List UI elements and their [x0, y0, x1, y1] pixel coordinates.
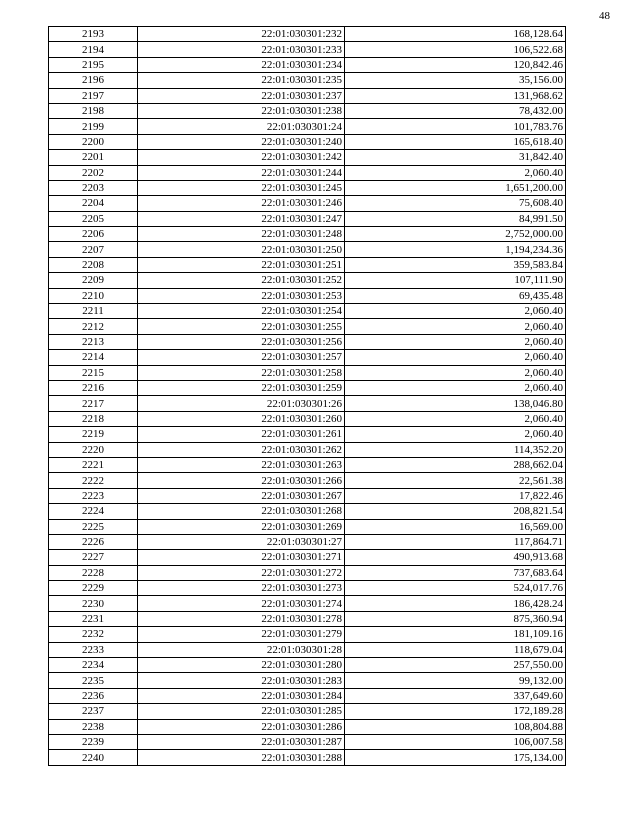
- value-cell: 875,360.94: [345, 611, 566, 626]
- row-number-cell: 2234: [49, 658, 138, 673]
- cadastral-number-cell: 22:01:030301:237: [138, 88, 345, 103]
- table-row: [49, 211, 566, 226]
- table-row: [49, 196, 566, 211]
- table-row: [49, 658, 566, 673]
- value-cell: 69,435.48: [345, 288, 566, 303]
- value-cell: 2,060.40: [345, 165, 566, 180]
- row-number-cell: 2210: [49, 288, 138, 303]
- cadastral-number-cell: 22:01:030301:260: [138, 411, 345, 426]
- table-row: [49, 27, 566, 42]
- value-cell: 17,822.46: [345, 488, 566, 503]
- table-row: [49, 719, 566, 734]
- value-cell: 2,060.40: [345, 427, 566, 442]
- cadastral-number-cell: 22:01:030301:255: [138, 319, 345, 334]
- row-number-cell: 2214: [49, 350, 138, 365]
- cadastral-number-cell: 22:01:030301:258: [138, 365, 345, 380]
- table-row: [49, 134, 566, 149]
- cadastral-number-cell: 22:01:030301:267: [138, 488, 345, 503]
- row-number-cell: 2203: [49, 180, 138, 195]
- row-number-cell: 2193: [49, 27, 138, 42]
- row-number-cell: 2240: [49, 750, 138, 765]
- cadastral-number-cell: 22:01:030301:28: [138, 642, 345, 657]
- value-cell: 737,683.64: [345, 565, 566, 580]
- row-number-cell: 2202: [49, 165, 138, 180]
- value-cell: 84,991.50: [345, 211, 566, 226]
- table-row: [49, 627, 566, 642]
- table-row: [49, 380, 566, 395]
- value-cell: 131,968.62: [345, 88, 566, 103]
- row-number-cell: 2225: [49, 519, 138, 534]
- cadastral-number-cell: 22:01:030301:283: [138, 673, 345, 688]
- value-cell: 31,842.40: [345, 150, 566, 165]
- row-number-cell: 2221: [49, 457, 138, 472]
- table-row: [49, 534, 566, 549]
- table-row: [49, 365, 566, 380]
- table-row: [49, 350, 566, 365]
- cadastral-number-cell: 22:01:030301:253: [138, 288, 345, 303]
- value-cell: 22,561.38: [345, 473, 566, 488]
- value-cell: 1,651,200.00: [345, 180, 566, 195]
- table-row: [49, 596, 566, 611]
- value-cell: 101,783.76: [345, 119, 566, 134]
- row-number-cell: 2205: [49, 211, 138, 226]
- row-number-cell: 2229: [49, 581, 138, 596]
- cadastral-number-cell: 22:01:030301:232: [138, 27, 345, 42]
- table-row: [49, 150, 566, 165]
- table-row: [49, 581, 566, 596]
- table-row: [49, 473, 566, 488]
- row-number-cell: 2224: [49, 504, 138, 519]
- row-number-cell: 2200: [49, 134, 138, 149]
- cadastral-number-cell: 22:01:030301:24: [138, 119, 345, 134]
- cadastral-number-cell: 22:01:030301:254: [138, 304, 345, 319]
- cadastral-number-cell: 22:01:030301:246: [138, 196, 345, 211]
- row-number-cell: 2223: [49, 488, 138, 503]
- value-cell: 16,569.00: [345, 519, 566, 534]
- cadastral-number-cell: 22:01:030301:242: [138, 150, 345, 165]
- cadastral-number-cell: 22:01:030301:263: [138, 457, 345, 472]
- value-cell: 2,060.40: [345, 380, 566, 395]
- cadastral-number-cell: 22:01:030301:288: [138, 750, 345, 765]
- table-row: [49, 688, 566, 703]
- table-row: [49, 734, 566, 749]
- cadastral-number-cell: 22:01:030301:234: [138, 57, 345, 72]
- value-cell: 337,649.60: [345, 688, 566, 703]
- table-row: [49, 550, 566, 565]
- row-number-cell: 2194: [49, 42, 138, 57]
- value-cell: 208,821.54: [345, 504, 566, 519]
- table-row: [49, 334, 566, 349]
- cadastral-number-cell: 22:01:030301:280: [138, 658, 345, 673]
- row-number-cell: 2218: [49, 411, 138, 426]
- value-cell: 2,060.40: [345, 365, 566, 380]
- value-cell: 165,618.40: [345, 134, 566, 149]
- value-cell: 118,679.04: [345, 642, 566, 657]
- row-number-cell: 2207: [49, 242, 138, 257]
- table-row: [49, 519, 566, 534]
- row-number-cell: 2216: [49, 380, 138, 395]
- row-number-cell: 2197: [49, 88, 138, 103]
- value-cell: 75,608.40: [345, 196, 566, 211]
- table-row: [49, 119, 566, 134]
- row-number-cell: 2236: [49, 688, 138, 703]
- value-cell: 2,060.40: [345, 350, 566, 365]
- row-number-cell: 2227: [49, 550, 138, 565]
- row-number-cell: 2195: [49, 57, 138, 72]
- value-cell: 359,583.84: [345, 257, 566, 272]
- row-number-cell: 2212: [49, 319, 138, 334]
- cadastral-number-cell: 22:01:030301:244: [138, 165, 345, 180]
- row-number-cell: 2209: [49, 273, 138, 288]
- table-row: [49, 319, 566, 334]
- value-cell: 2,060.40: [345, 304, 566, 319]
- cadastral-number-cell: 22:01:030301:245: [138, 180, 345, 195]
- cadastral-number-cell: 22:01:030301:248: [138, 227, 345, 242]
- value-cell: 138,046.80: [345, 396, 566, 411]
- data-table: [48, 26, 566, 766]
- value-cell: 107,111.90: [345, 273, 566, 288]
- cadastral-number-cell: 22:01:030301:240: [138, 134, 345, 149]
- cadastral-number-cell: 22:01:030301:235: [138, 73, 345, 88]
- row-number-cell: 2230: [49, 596, 138, 611]
- value-cell: 1,194,234.36: [345, 242, 566, 257]
- row-number-cell: 2231: [49, 611, 138, 626]
- cadastral-value-table: [48, 26, 566, 766]
- cadastral-number-cell: 22:01:030301:273: [138, 581, 345, 596]
- cadastral-number-cell: 22:01:030301:284: [138, 688, 345, 703]
- table-row: [49, 288, 566, 303]
- cadastral-number-cell: 22:01:030301:285: [138, 704, 345, 719]
- value-cell: 168,128.64: [345, 27, 566, 42]
- cadastral-number-cell: 22:01:030301:238: [138, 103, 345, 118]
- cadastral-number-cell: 22:01:030301:252: [138, 273, 345, 288]
- row-number-cell: 2220: [49, 442, 138, 457]
- table-row: [49, 504, 566, 519]
- value-cell: 2,060.40: [345, 319, 566, 334]
- cadastral-number-cell: 22:01:030301:233: [138, 42, 345, 57]
- cadastral-number-cell: 22:01:030301:250: [138, 242, 345, 257]
- row-number-cell: 2215: [49, 365, 138, 380]
- value-cell: 106,007.58: [345, 734, 566, 749]
- row-number-cell: 2211: [49, 304, 138, 319]
- row-number-cell: 2196: [49, 73, 138, 88]
- value-cell: 2,060.40: [345, 411, 566, 426]
- page-number: 48: [599, 10, 610, 22]
- row-number-cell: 2206: [49, 227, 138, 242]
- cadastral-number-cell: 22:01:030301:286: [138, 719, 345, 734]
- table-row: [49, 304, 566, 319]
- cadastral-number-cell: 22:01:030301:261: [138, 427, 345, 442]
- table-row: [49, 411, 566, 426]
- table-row: [49, 488, 566, 503]
- value-cell: 181,109.16: [345, 627, 566, 642]
- row-number-cell: 2232: [49, 627, 138, 642]
- table-row: [49, 427, 566, 442]
- row-number-cell: 2198: [49, 103, 138, 118]
- row-number-cell: 2235: [49, 673, 138, 688]
- value-cell: 2,060.40: [345, 334, 566, 349]
- cadastral-number-cell: 22:01:030301:287: [138, 734, 345, 749]
- cadastral-number-cell: 22:01:030301:27: [138, 534, 345, 549]
- row-number-cell: 2238: [49, 719, 138, 734]
- value-cell: 172,189.28: [345, 704, 566, 719]
- cadastral-number-cell: 22:01:030301:269: [138, 519, 345, 534]
- table-row: [49, 165, 566, 180]
- table-row: [49, 242, 566, 257]
- cadastral-number-cell: 22:01:030301:251: [138, 257, 345, 272]
- table-row: [49, 673, 566, 688]
- value-cell: 117,864.71: [345, 534, 566, 549]
- value-cell: 114,352.20: [345, 442, 566, 457]
- table-row: [49, 396, 566, 411]
- row-number-cell: 2213: [49, 334, 138, 349]
- table-row: [49, 565, 566, 580]
- table-row: [49, 457, 566, 472]
- table-row: [49, 88, 566, 103]
- table-row: [49, 442, 566, 457]
- row-number-cell: 2217: [49, 396, 138, 411]
- value-cell: 490,913.68: [345, 550, 566, 565]
- value-cell: 175,134.00: [345, 750, 566, 765]
- cadastral-number-cell: 22:01:030301:259: [138, 380, 345, 395]
- row-number-cell: 2226: [49, 534, 138, 549]
- value-cell: 288,662.04: [345, 457, 566, 472]
- row-number-cell: 2222: [49, 473, 138, 488]
- value-cell: 257,550.00: [345, 658, 566, 673]
- row-number-cell: 2219: [49, 427, 138, 442]
- table-row: [49, 73, 566, 88]
- cadastral-number-cell: 22:01:030301:262: [138, 442, 345, 457]
- row-number-cell: 2201: [49, 150, 138, 165]
- cadastral-number-cell: 22:01:030301:257: [138, 350, 345, 365]
- value-cell: 108,804.88: [345, 719, 566, 734]
- table-row: [49, 611, 566, 626]
- cadastral-number-cell: 22:01:030301:268: [138, 504, 345, 519]
- cadastral-number-cell: 22:01:030301:247: [138, 211, 345, 226]
- value-cell: 2,752,000.00: [345, 227, 566, 242]
- row-number-cell: 2228: [49, 565, 138, 580]
- table-body: [49, 27, 566, 766]
- cadastral-number-cell: 22:01:030301:272: [138, 565, 345, 580]
- value-cell: 35,156.00: [345, 73, 566, 88]
- table-row: [49, 103, 566, 118]
- table-row: [49, 257, 566, 272]
- value-cell: 106,522.68: [345, 42, 566, 57]
- row-number-cell: 2239: [49, 734, 138, 749]
- table-row: [49, 750, 566, 765]
- row-number-cell: 2208: [49, 257, 138, 272]
- row-number-cell: 2204: [49, 196, 138, 211]
- table-row: [49, 227, 566, 242]
- table-row: [49, 42, 566, 57]
- table-row: [49, 273, 566, 288]
- cadastral-number-cell: 22:01:030301:279: [138, 627, 345, 642]
- value-cell: 524,017.76: [345, 581, 566, 596]
- table-row: [49, 704, 566, 719]
- row-number-cell: 2233: [49, 642, 138, 657]
- table-row: [49, 642, 566, 657]
- value-cell: 120,842.46: [345, 57, 566, 72]
- table-row: [49, 180, 566, 195]
- cadastral-number-cell: 22:01:030301:256: [138, 334, 345, 349]
- cadastral-number-cell: 22:01:030301:26: [138, 396, 345, 411]
- cadastral-number-cell: 22:01:030301:278: [138, 611, 345, 626]
- cadastral-number-cell: 22:01:030301:271: [138, 550, 345, 565]
- value-cell: 99,132.00: [345, 673, 566, 688]
- value-cell: 78,432.00: [345, 103, 566, 118]
- value-cell: 186,428.24: [345, 596, 566, 611]
- row-number-cell: 2199: [49, 119, 138, 134]
- cadastral-number-cell: 22:01:030301:274: [138, 596, 345, 611]
- table-row: [49, 57, 566, 72]
- cadastral-number-cell: 22:01:030301:266: [138, 473, 345, 488]
- row-number-cell: 2237: [49, 704, 138, 719]
